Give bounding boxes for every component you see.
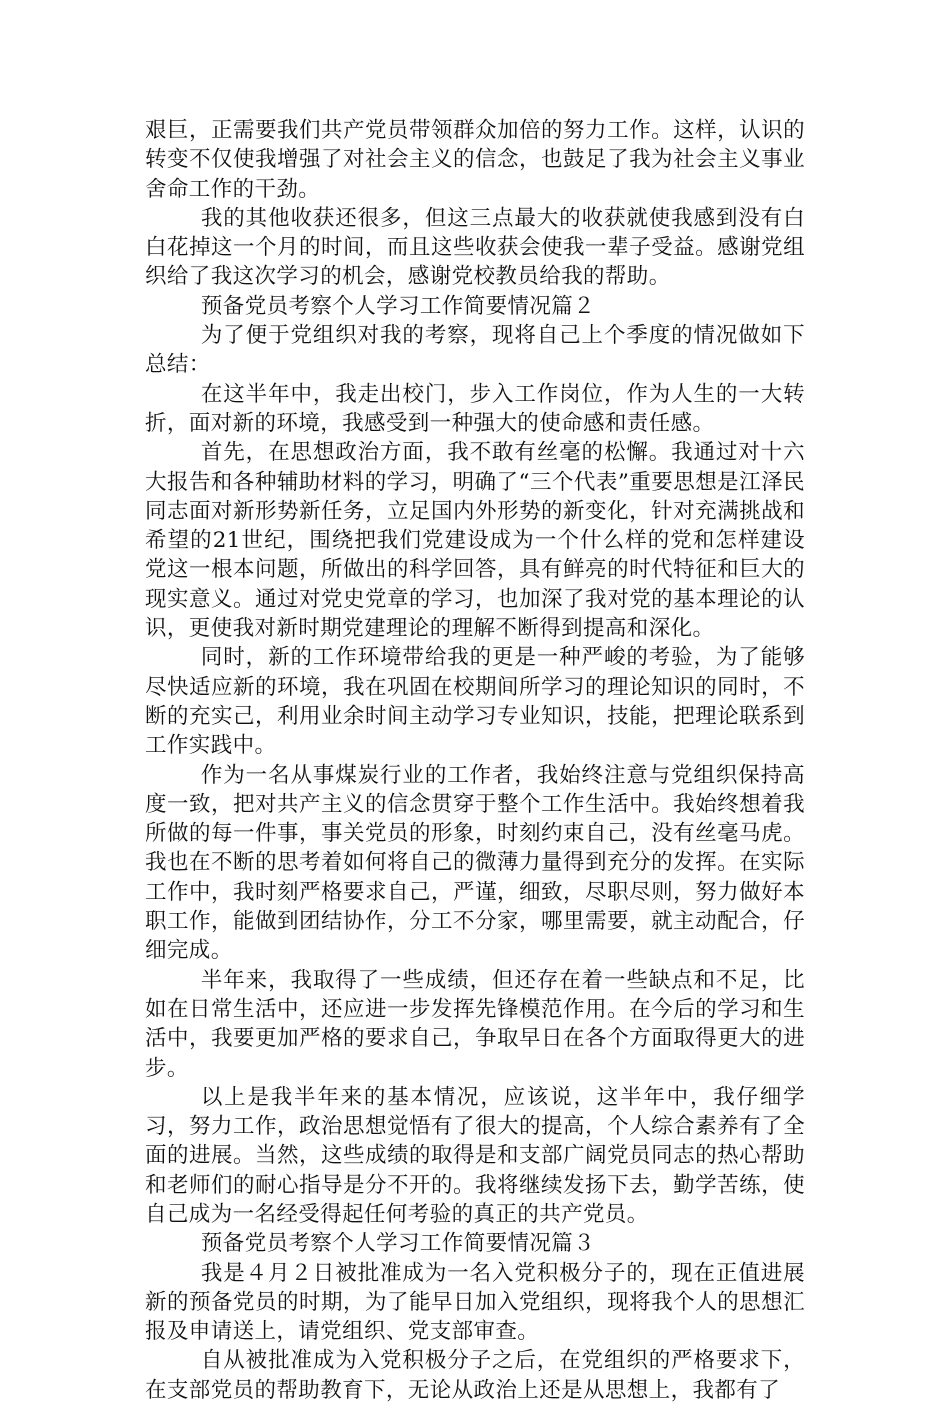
paragraph: 首先，在思想政治方面，我不敢有丝毫的松懈。我通过对十六大报告和各种辅助材料的学习，明确了“三个代表”重要思想是江泽民同志面对新形势新任务，立足国内外形势的新变化，针对充满挑战和希望的21世纪，围绕把我们党建设成为一个什么样的党和怎样建设党这一根本问题，所做出的科学回答，具有鲜亮的时代特征和巨大的现实意义。通过对党史党章的学习，也加深了我对党的基本理论的认识，更使我对新时期党建理论的理解不断得到提高和深化。 [145, 440, 805, 642]
paragraph: 以上是我半年来的基本情况，应该说，这半年中，我仔细学习，努力工作，政治思想觉悟有了很大的提高，个人综合素养有了全面的进展。当然，这些成绩的取得是和支部广阔党员同志的热心帮助和老师们的耐心指导是分不开的。我将继续发扬下去，勤学苦练，使自己成为一名经受得起任何考验的真正的共产党员。 [145, 1084, 805, 1227]
section-heading: 预备党员考察个人学习工作简要情况篇２ [200, 293, 596, 319]
document-page [145, 116, 805, 1405]
paragraph: 我是４月２日被批准成为一名入党积极分子的，现在正值进展新的预备党员的时期，为了能早日加入党组织，现将我个人的思想汇报及申请送上，请党组织、党支部审查。 [145, 1260, 805, 1345]
paragraph-continuation: 艰巨，正需要我们共产党员带领群众加倍的努力工作。这样，认识的转变不仅使我增强了对社会主义的信念，也鼓足了我为社会主义事业舍命工作的干劲。 [145, 118, 805, 202]
paragraph: 半年来，我取得了一些成绩，但还存在着一些缺点和不足，比如在日常生活中，还应进一步发挥先锋模范作用。在今后的学习和生活中，我要更加严格的要求自己，争取早日在各个方面取得更大的进步。 [145, 967, 805, 1081]
section-heading: 预备党员考察个人学习工作简要情况篇３ [200, 1231, 596, 1257]
paragraph: 为了便于党组织对我的考察，现将自己上个季度的情况做如下总结： [145, 323, 805, 378]
paragraph: 同时，新的工作环境带给我的更是一种严峻的考验，为了能够尽快适应新的环境，我在巩固在校期间所学习的理论知识的同时，不断的充实己，利用业余时间主动学习专业知识，技能，把理论联系到工作实践中。 [145, 645, 805, 759]
paragraph: 在这半年中，我走出校门，步入工作岗位，作为人生的一大转折，面对新的环境，我感受到一种强大的使命感和责任感。 [145, 381, 805, 436]
paragraph: 自从被批准成为入党积极分子之后，在党组织的严格要求下，在支部党员的帮助教育下，无论从政治上还是从思想上，我都有了 [145, 1348, 805, 1403]
paragraph: 我的其他收获还很多，但这三点最大的收获就使我感到没有白白花掉这一个月的时间，而且这些收获会使我一辈子受益。感谢党组织给了我这次学习的机会，感谢党校教员给我的帮助。 [145, 205, 805, 290]
paragraph: 作为一名从事煤炭行业的工作者，我始终注意与党组织保持高度一致，把对共产主义的信念贯穿于整个工作生活中。我始终想着我所做的每一件事，事关党员的形象，时刻约束自己，没有丝毫马虎。我也在不断的思考着如何将自己的微薄力量得到充分的发挥。在实际工作中，我时刻严格要求自己，严谨，细致，尽职尽则，努力做好本职工作，能做到团结协作，分工不分家，哪里需要，就主动配合，仔细完成。 [145, 762, 805, 964]
